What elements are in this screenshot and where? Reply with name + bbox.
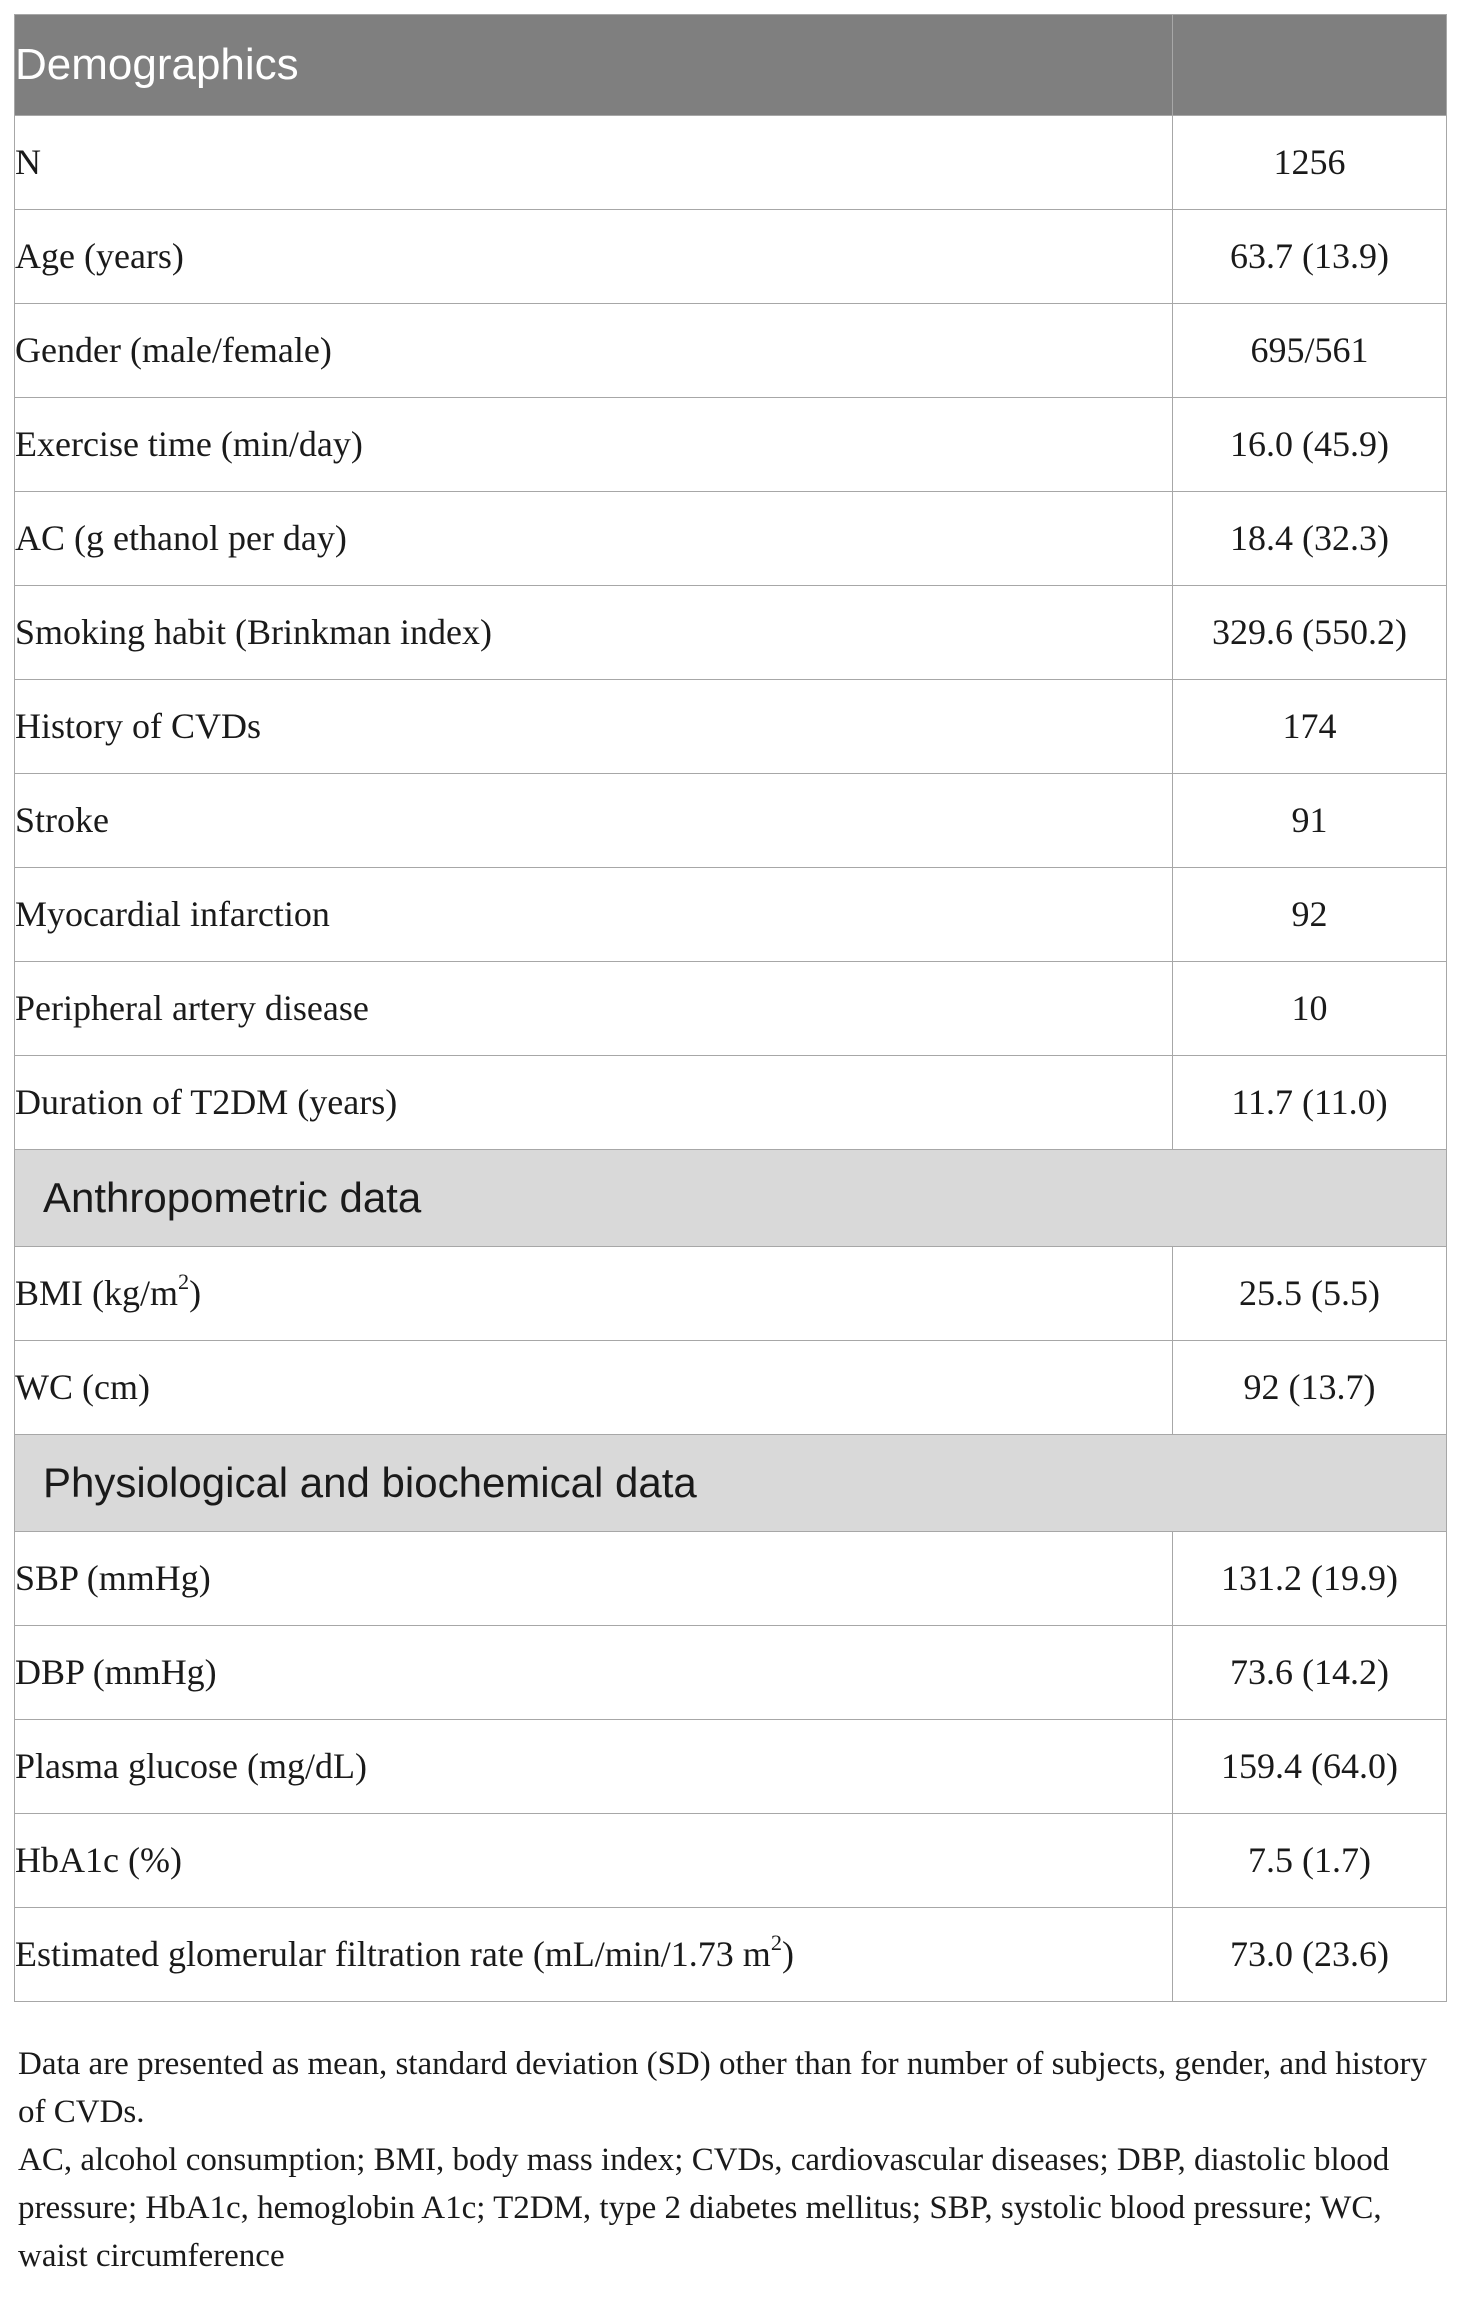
row-value: 25.5 (5.5) [1173, 1247, 1447, 1341]
row-value: 63.7 (13.9) [1173, 210, 1447, 304]
table-row [15, 1056, 1447, 1150]
table-row [15, 774, 1447, 868]
table-row [15, 398, 1447, 492]
row-value: 92 [1173, 868, 1447, 962]
row-label: Stroke [15, 774, 1173, 868]
row-label: SBP (mmHg) [15, 1532, 1173, 1626]
row-value: 91 [1173, 774, 1447, 868]
header-demographics: Demographics [15, 15, 1173, 116]
row-label: WC (cm) [15, 1341, 1173, 1435]
row-value: 131.2 (19.9) [1173, 1532, 1447, 1626]
table-row [15, 304, 1447, 398]
table-header-row [15, 15, 1447, 116]
row-value: 11.7 (11.0) [1173, 1056, 1447, 1150]
row-value: 329.6 (550.2) [1173, 586, 1447, 680]
row-label: Gender (male/female) [15, 304, 1173, 398]
row-label-tail: ) [781, 1933, 794, 1974]
row-value: 10 [1173, 962, 1447, 1056]
characteristics-table-container [14, 14, 1446, 2002]
section-title: Physiological and biochemical data [15, 1435, 1447, 1532]
row-label: N [15, 116, 1173, 210]
footnote-data-presentation: Data are presented as mean, standard deviation (SD) other than for number of subjects, gender, and history of CVDs. [18, 2046, 1427, 2130]
table-row [15, 1720, 1447, 1814]
row-value: 159.4 (64.0) [1173, 1720, 1447, 1814]
row-value: 18.4 (32.3) [1173, 492, 1447, 586]
row-label [15, 1247, 1173, 1341]
row-value: 73.0 (23.6) [1173, 1908, 1447, 2002]
table-footnotes [18, 2040, 1446, 2280]
table-row [15, 962, 1447, 1056]
table-row [15, 586, 1447, 680]
row-value: 16.0 (45.9) [1173, 398, 1447, 492]
table-row [15, 1814, 1447, 1908]
row-value: 695/561 [1173, 304, 1447, 398]
section-title: Anthropometric data [15, 1150, 1447, 1247]
row-label: History of CVDs [15, 680, 1173, 774]
row-label: DBP (mmHg) [15, 1626, 1173, 1720]
row-label-text: Estimated glomerular filtration rate (mL/min/1.73 m [15, 1933, 771, 1974]
footnote-abbreviations: AC, alcohol consumption; BMI, body mass index; CVDs, cardiovascular diseases; DBP, diastolic blood pressure; HbA1c, hemoglobin A1c; T2DM, type 2 diabetes mellitus; SBP, systolic blood pressure; WC, waist circumference [18, 2142, 1390, 2274]
table-row [15, 492, 1447, 586]
characteristics-table [14, 14, 1447, 2002]
superscript: 2 [770, 1929, 782, 1955]
table-row [15, 1532, 1447, 1626]
row-label: Myocardial infarction [15, 868, 1173, 962]
table-row [15, 868, 1447, 962]
row-label: HbA1c (%) [15, 1814, 1173, 1908]
row-label: Exercise time (min/day) [15, 398, 1173, 492]
superscript: 2 [178, 1268, 190, 1294]
table-row [15, 680, 1447, 774]
table-row [15, 1247, 1447, 1341]
header-value [1173, 15, 1447, 116]
row-label-tail: ) [189, 1272, 202, 1313]
row-label: AC (g ethanol per day) [15, 492, 1173, 586]
row-label-text: BMI (kg/m [15, 1272, 179, 1313]
row-label: Plasma glucose (mg/dL) [15, 1720, 1173, 1814]
row-value: 7.5 (1.7) [1173, 1814, 1447, 1908]
table-row [15, 1626, 1447, 1720]
section-header-physiological [15, 1435, 1447, 1532]
table-row [15, 1341, 1447, 1435]
row-value: 1256 [1173, 116, 1447, 210]
row-value: 174 [1173, 680, 1447, 774]
row-label: Age (years) [15, 210, 1173, 304]
table-row [15, 116, 1447, 210]
row-value: 92 (13.7) [1173, 1341, 1447, 1435]
row-label: Peripheral artery disease [15, 962, 1173, 1056]
section-header-anthropometric [15, 1150, 1447, 1247]
row-value: 73.6 (14.2) [1173, 1626, 1447, 1720]
row-label [15, 1908, 1173, 2002]
row-label: Smoking habit (Brinkman index) [15, 586, 1173, 680]
table-row [15, 210, 1447, 304]
row-label: Duration of T2DM (years) [15, 1056, 1173, 1150]
table-row [15, 1908, 1447, 2002]
